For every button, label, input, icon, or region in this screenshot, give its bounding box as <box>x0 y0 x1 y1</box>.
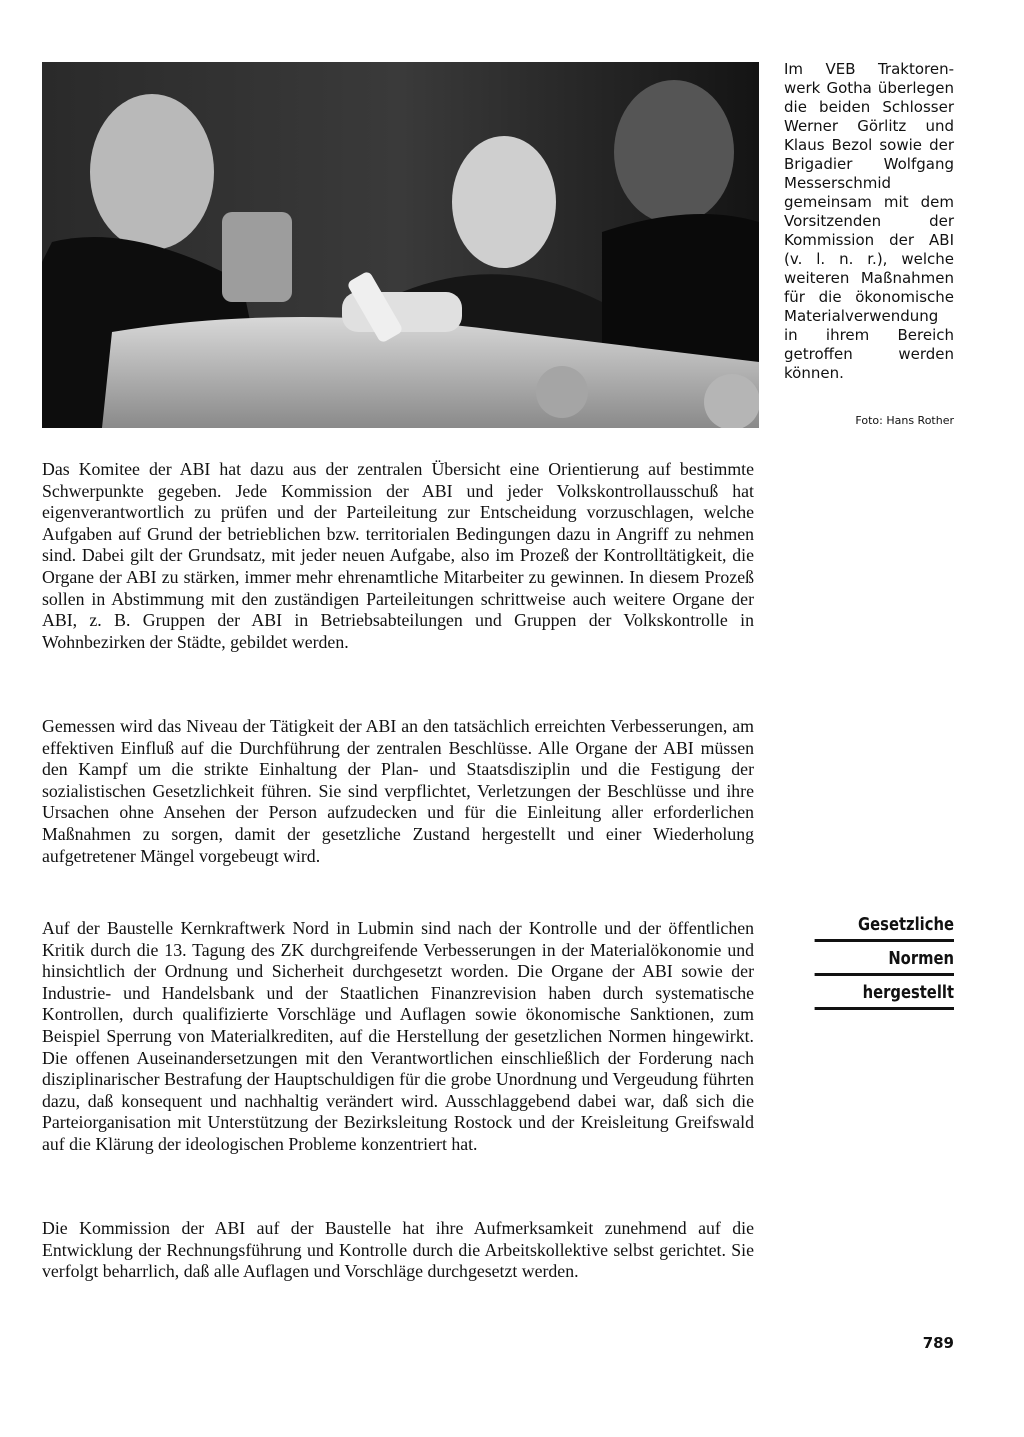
paragraph-2: Gemessen wird das Niveau der Tätigkeit der ABI an den tatsächlich erreichten Verbesserungen, am effektiven Einfluß auf die Durchführung der zentralen Beschlüsse. Alle Organe der ABI müssen den Kampf um die strikte Einhaltung der Plan- und Staatsdisziplin und die Festigung der sozialistischen Gesetzlichkeit führen. Sie sind verpflichtet, Verletzungen der Beschlüsse und ihre Ursachen ohne Ansehen der Person aufzudecken und für die Einleitung aller erforderlichen Maßnahmen zu sorgen, damit der gesetzliche Zustand hergestellt und einer Wiederholung aufgetretener Mängel vorgebeugt wird. <box>42 716 754 866</box>
photo-caption: Im VEB Traktoren- werk Gotha überlegen die beiden Schlosser Werner Görlitz und Klaus Bezol sowie der Brigadier Wolfgang Messerschmid gemeinsam mit dem Vorsitzenden der Kommission der ABI (v. l. n. r.), welche weiteren Maßnahmen für die ökonomische Materialverwendung in ihrem Bereich getroffen werden können. <box>784 60 954 382</box>
page-number: 789 <box>922 1334 954 1352</box>
paragraph-4: Die Kommission der ABI auf der Baustelle hat ihre Aufmerksamkeit zunehmend auf die Entwicklung der Rechnungsführung und Kontrolle durch die Arbeitskollektive selbst gerichtet. Sie verfolgt beharrlich, daß alle Auflagen und Vorschläge durchgesetzt werden. <box>42 1218 754 1282</box>
paragraph-3: Auf der Baustelle Kernkraftwerk Nord in Lubmin sind nach der Kontrolle und der öffentlichen Kritik durch die 13. Tagung des ZK durchgreifende Verbesserungen in der Materialökonomie und hinsichtlich der Ordnung und Sicherheit durchgesetzt worden. Die Organe der ABI sowie der Industrie- und Handelsbank und der Staatlichen Finanzrevision haben durch systematische Kontrollen, durch qualifizierte Vorschläge und Auflagen sowie ökonomische Sanktionen, zum Beispiel Sperrung von Materialkrediten, auf die Herstellung der gesetzlichen Normen hingewirkt. Die offenen Auseinandersetzungen mit den Verantwortlichen einschließlich der Forderung nach disziplinarischer Bestrafung der Hauptschuldigen für die grobe Unordnung und Vergeudung führten dazu, daß konsequent und nachhaltig verändert wird. Ausschlaggebend dabei war, daß sich die Parteiorganisation mit Unterstützung der Bezirksleitung Rostock und der Kreisleitung Greifswald auf die Klärung der ideologischen Probleme konzentriert hat. <box>42 918 754 1154</box>
paragraph-1: Das Komitee der ABI hat dazu aus der zentralen Übersicht eine Orientierung auf bestimmte Schwerpunkte gegeben. Jede Kommission der ABI und jeder Volkskontrollausschuß hat eigenverantwortlich zu prüfen und der Parteileitung zur Entscheidung vorzuschlagen, welche Aufgaben auf Grund der betrieblichen bzw. territorialen Bedingungen dazu in Angriff zu nehmen sind. Dabei gilt der Grundsatz, mit jeder neuen Aufgabe, also im Prozeß der Kontrolltätigkeit, die Organe der ABI zu stärken, immer mehr ehrenamtliche Mitarbeiter zu gewinnen. In diesem Prozeß sollen in Abstimmung mit den zuständigen Parteileitungen schrittweise auch weitere Organe der ABI, z. B. Gruppen der ABI in Betriebsabteilungen und Gruppen der Volkskontrolle in Wohnbezirken der Städte, gebildet werden. <box>42 459 754 652</box>
side-heading-line-3: hergestellt <box>815 982 954 1010</box>
side-heading-line-2: Normen <box>815 948 954 976</box>
side-heading <box>784 914 954 1016</box>
side-heading-line-1: Gesetzliche <box>815 914 954 942</box>
photo-credit: Foto: Hans Rother <box>855 414 954 427</box>
photo-workers-at-machine <box>42 62 759 428</box>
